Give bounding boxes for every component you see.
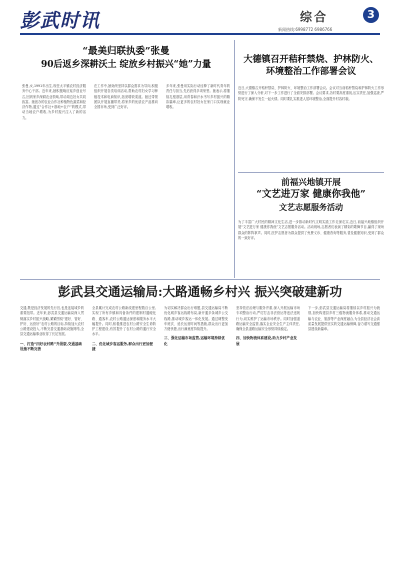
top-right-headline	[238, 54, 384, 78]
top-left-column-1: 张曼,女,1991年出生,现任太平镇农村经济服务中心干部。近年来,她积极响应返乡创业号召,回到家乡深耕农业领域,带动周边妇女共同致富。她创办的农业合作社种植特色蔬菜和经济作物,通过“合作社+基地+农户”的模式,带动当地农户增收,为乡村振兴注入了新的活力。	[22, 84, 86, 120]
bottom-column-5-text: 下一步,彭武县交通运输局将继续以乡村振兴为统领,加快构建县乡村三级物流服务体系,推动交通运输与农业、旅游等产业深度融合,为全县经济社会高质量发展提供坚实的交通运输保障,奋力谱写交通强县建设新篇章。	[308, 306, 380, 332]
bottom-divider	[20, 279, 380, 280]
bottom-subhead-3: 三、强化运输市场监管,运输环境持续优化	[164, 336, 225, 347]
mid-right-headline-line2: “文艺进万家 健康你我他”	[256, 189, 366, 201]
bottom-headline: 彭武县交通运输局:大路通畅乡村兴 振兴突破建新功	[58, 284, 342, 299]
mid-right-headline-line1: 前福兴地镇开展	[281, 178, 341, 188]
bottom-column-4	[236, 306, 300, 556]
bottom-column-3-text: 为切实解决群众出行难题,县交通运输局不断优化城乡客运线路布局,新开通多条城乡公交线路,推动城乡客运一体化发展。通过调整发车班次、延长运营时间等措施,群众出行更加方便快捷,出行满意度持续提升。	[164, 306, 228, 332]
mid-right-headline-line3: 文艺志愿服务活动	[279, 202, 343, 213]
top-left-headline-line1: “最美归联执委”张曼	[82, 46, 170, 57]
bottom-column-1-text: 交通,既是经济发展的先行官,也是连接城乡的重要纽带。近年来,彭武县交通运输局深入贯彻落实乡村振兴战略,紧紧围绕“建好、管好、护好、运营好”农村公路的目标,持续加大农村公路建设投入,不断完善交通基础设施网络,全县交通运输事业取得了长足发展。	[20, 306, 84, 337]
vertical-divider	[234, 40, 235, 278]
bottom-column-3	[164, 306, 228, 556]
bottom-subhead-2: 二、优化城乡客运服务,群众出行更加便捷	[92, 341, 153, 352]
top-left-headline-line2: 90后返乡深耕沃土 绽放乡村振兴“她”力量	[40, 59, 211, 70]
bottom-column-5	[308, 306, 380, 556]
top-right-headline-line2: 环境整治工作部署会议	[265, 67, 356, 78]
masthead	[0, 0, 400, 34]
mid-right-headline	[238, 178, 384, 213]
hotline-info: 新闻热线:6998772 6986766	[278, 27, 333, 32]
top-right-headline-line1: 大德镇召开秸秆禁烧、护林防火、	[243, 55, 379, 65]
bottom-column-1	[20, 306, 84, 556]
page-number-badge: 3	[363, 7, 379, 23]
bottom-subhead-1: 一、打造“四好农村路”升级版,交通基础设施不断完善	[20, 341, 82, 352]
masthead-rule	[20, 33, 380, 35]
right-divider	[238, 172, 384, 173]
top-left-headline	[22, 46, 230, 71]
top-left-column-2: 在工作中,她始终坚持以群众需求为导向,积极组织开展各类培训活动,帮助农村妇女学习种植技术和电商知识,拓宽增收渠道。她还带领团队开展直播带货,将家乡的优质农产品推向全国市场,受到广泛好评。	[94, 84, 158, 110]
mid-right-body: 为了丰富广大村民的精神文化生活,进一步推动新时代文明实践工作走深走实,近日,前福兴地镇组织开展“文艺进万家 健康你我他”文艺志愿服务活动。活动现场,志愿者们表演了精彩的歌舞节目,赢得了现场群众的阵阵掌声。同时,医护志愿者为群众提供了免费义诊、健康咨询等服务,普及健康知识,受到了群众的一致好评。	[238, 220, 384, 240]
top-left-column-3: 多年来,张曼用实际行动诠释了新时代青年的责任与担当,先后获得多项荣誉。她表示,将继续扎根基层,用青春和汗水书写乡村振兴的精彩篇章,让更多的农村妇女在家门口实现就业增收。	[166, 84, 230, 110]
newspaper-logo: 彭武时讯	[20, 10, 101, 32]
top-right-body: 近日,大德镇召开秸秆禁烧、护林防火、环境整治工作部署会议。会议对当前秸秆禁烧和护林防火工作形势进行了深入分析,对下一步工作进行了全面安排部署。会议要求,各村要高度重视,压实责任,加强巡查,严防死守,确保不发生一起火情。同时要扎实推进人居环境整治,全面提升村容村貌。	[238, 86, 384, 101]
bottom-column-2	[92, 306, 156, 556]
bottom-subhead-4: 四、加快物流体系建设,助力乡村产业发展	[236, 336, 297, 347]
bottom-column-4-text: 坚持依法治理与服务并重,深入开展运输市场专项整治行动,严厉打击非法营运等违法违规行为,切实维护了运输市场秩序。同时加强道路运输安全监管,落实企业安全生产主体责任,确保全县道路运输安全形势持续稳定。	[236, 306, 300, 332]
section-tag: 综合	[300, 10, 329, 24]
bottom-column-2-text: 全县累计完成农村公路新改建里程数百公里,实现了所有乡镇和具备条件的建制村通硬化路、通客车,农村公路通达深度和服务水平大幅提升。同时,积极推进农村公路安全生命防护工程建设,有效提升了农村公路的通行安全水平。	[92, 306, 156, 337]
